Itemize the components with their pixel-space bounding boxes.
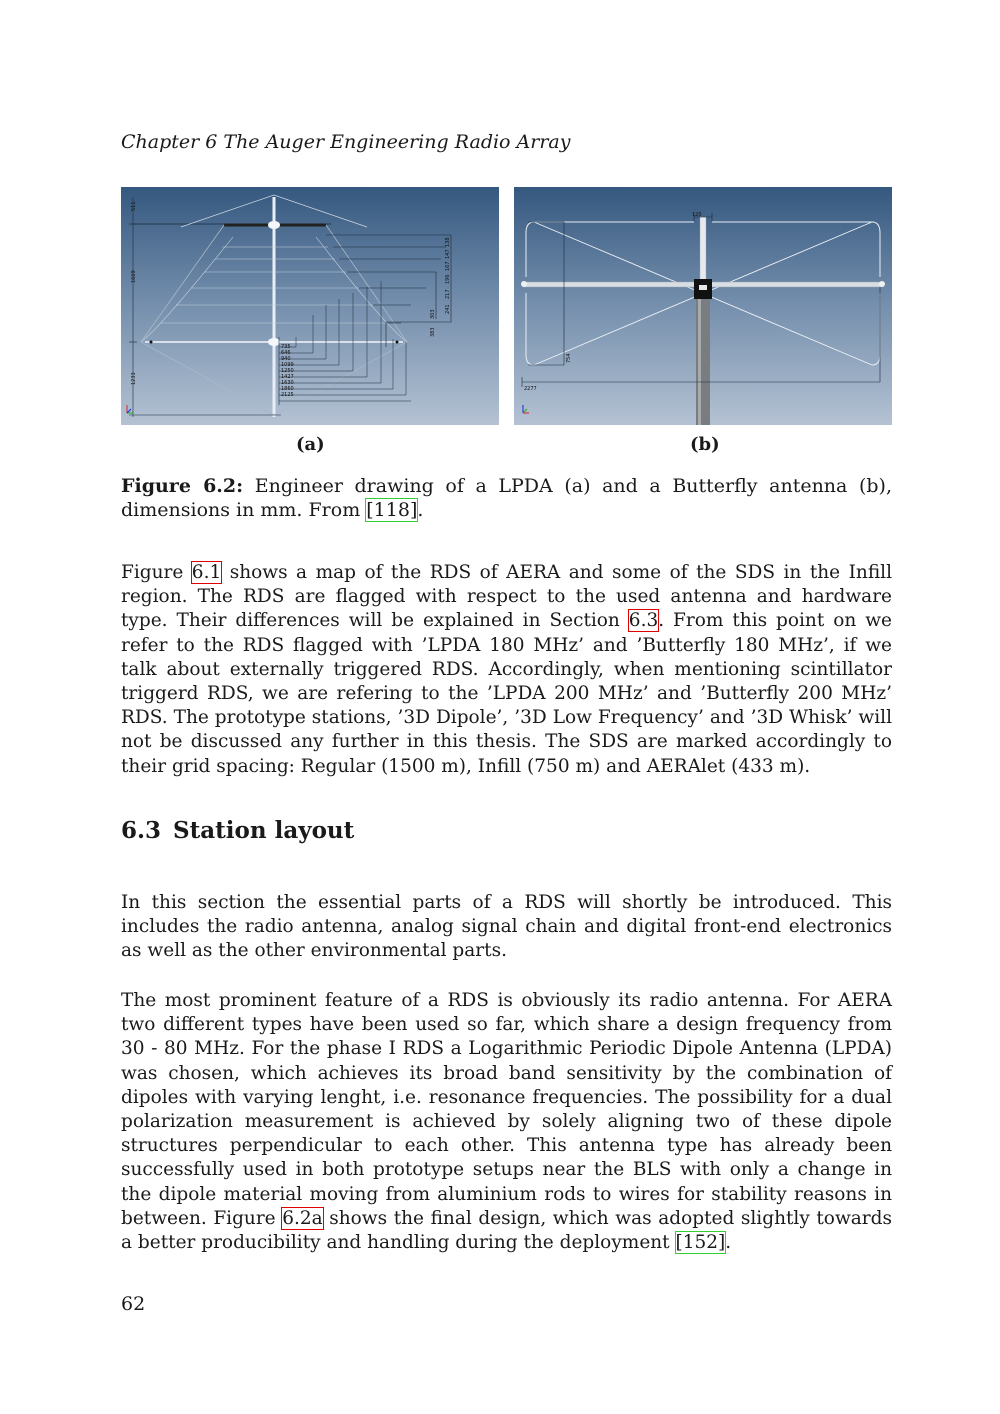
- lpda-dim-bottom-1: 646: [281, 350, 291, 356]
- section-number: 6.3: [121, 817, 162, 844]
- page-number: 62: [121, 1293, 146, 1315]
- subfigure-b-label: (b): [690, 434, 720, 455]
- citation-link-152[interactable]: [152]: [675, 1232, 726, 1254]
- paragraph-figure-6-1: [121, 561, 892, 779]
- lpda-dim-bottom-8: 2125: [281, 392, 294, 398]
- lpda-dim-left-2: 1233: [131, 372, 137, 385]
- lpda-dim-bottom-5: 1427: [281, 374, 294, 380]
- lpda-dim-right-3: 196: [445, 274, 451, 284]
- butterfly-dim-0: 120: [692, 212, 702, 218]
- caption-text: Engineer drawing of a LPDA (a) and a Butterfly antenna (b), dimensions in mm. From: [121, 475, 892, 521]
- butterfly-drawing: [514, 187, 892, 425]
- butterfly-drawing-svg: [514, 187, 892, 425]
- lpda-dim-right-4: 217: [445, 289, 451, 299]
- figure-caption: [121, 474, 892, 522]
- lpda-dim-bottom-3: 1099: [281, 362, 294, 368]
- section-heading: [121, 817, 354, 844]
- lpda-dim-bottom-2: 940: [281, 356, 291, 362]
- para1-text-3: . From this point on we refer to the RDS flagged with ’LPDA 180 MHz’ and ’Butterfly 180 MHz’, if we talk about externally triggered RDS. Accordingly, when mentioning scintillator triggerd RDS, we are refering to the ’LPDA 200 MHz’ and ’Butterfly 200 MHz’ RDS. The prototype stations, ’3D Dipole’, ’3D Low Frequency’ and ’3D Whisk’ will not be discussed any further in this thesis. The SDS are marked accordingly to their grid spacing: Regular (1500 m), Infill (750 m) and AERAlet (433 m).: [121, 610, 892, 777]
- lpda-dim-right-0: 138: [445, 237, 451, 247]
- para3-text-2: shows the final design, which was adopted slightly towards a better producibility and handling during the deployment: [121, 1207, 892, 1254]
- paragraph-antenna: [121, 989, 892, 1255]
- lpda-dim-bottom-7: 1860: [281, 386, 294, 392]
- citation-link-118[interactable]: [118]: [366, 499, 418, 521]
- caption-end: .: [417, 499, 424, 521]
- lpda-dim-right-6: 303: [430, 309, 436, 319]
- para3-text-3: .: [725, 1232, 732, 1254]
- butterfly-dim-1: 754: [566, 353, 572, 363]
- lpda-dim-bottom-0: 735: [281, 344, 291, 350]
- figure-ref-6-2a[interactable]: 6.2a: [282, 1207, 323, 1229]
- subfigure-a-label: (a): [296, 434, 325, 455]
- lpda-dim-left-0: 511: [131, 201, 137, 211]
- lpda-drawing: [121, 187, 499, 425]
- butterfly-dim-2: 2277: [524, 386, 537, 392]
- lpda-dim-right-5: 241: [445, 304, 451, 314]
- paragraph-intro: In this section the essential parts of a RDS will shortly be introduced. This includes the radio antenna, analog signal chain and digital front-end electronics as well as the other environmental parts.: [121, 892, 892, 962]
- running-head: Chapter 6 The Auger Engineering Radio Array: [121, 131, 571, 153]
- para3-text-1: The most prominent feature of a RDS is obviously its radio antenna. For AERA two different types have been used so far, which share a design frequency from 30 - 80 MHz. For the phase I RDS a Logarithmic Periodic Dipole Antenna (LPDA) was chosen, which achieves its broad band sensitivity by the combination of dipoles with varying lenght, i.e. resonance frequencies. The possibility for a dual polarization measurement is achieved by solely aligning two of these dipole structures perpendicular to each other. This antenna type has already been successfully used in both prototype setups near the BLS with only a change in the dipole material moving from aluminium rods to wires for stability reasons in between. Figure: [121, 990, 892, 1229]
- figure-ref-6-1[interactable]: 6.1: [191, 562, 222, 583]
- para1-text-1: Figure: [121, 562, 192, 583]
- caption-label: Figure 6.2:: [121, 475, 244, 497]
- lpda-dim-bottom-6: 1630: [281, 380, 294, 386]
- lpda-dim-right-7: 383: [430, 327, 436, 337]
- section-title: Station layout: [173, 817, 355, 844]
- lpda-dim-left-1: 1669: [131, 270, 137, 283]
- lpda-dim-right-1: 147: [445, 249, 451, 259]
- para1-text-2: shows a map of the RDS of AERA and some of the SDS in the Infill region. The RDS are flagged with respect to the used antenna and hardware type. Their differences will be explained in Section: [121, 562, 892, 632]
- lpda-dim-right-2: 167: [445, 261, 451, 271]
- lpda-dim-bottom-4: 1250: [281, 368, 294, 374]
- lpda-drawing-svg: [121, 187, 499, 425]
- section-ref-6-3[interactable]: 6.3: [628, 610, 659, 632]
